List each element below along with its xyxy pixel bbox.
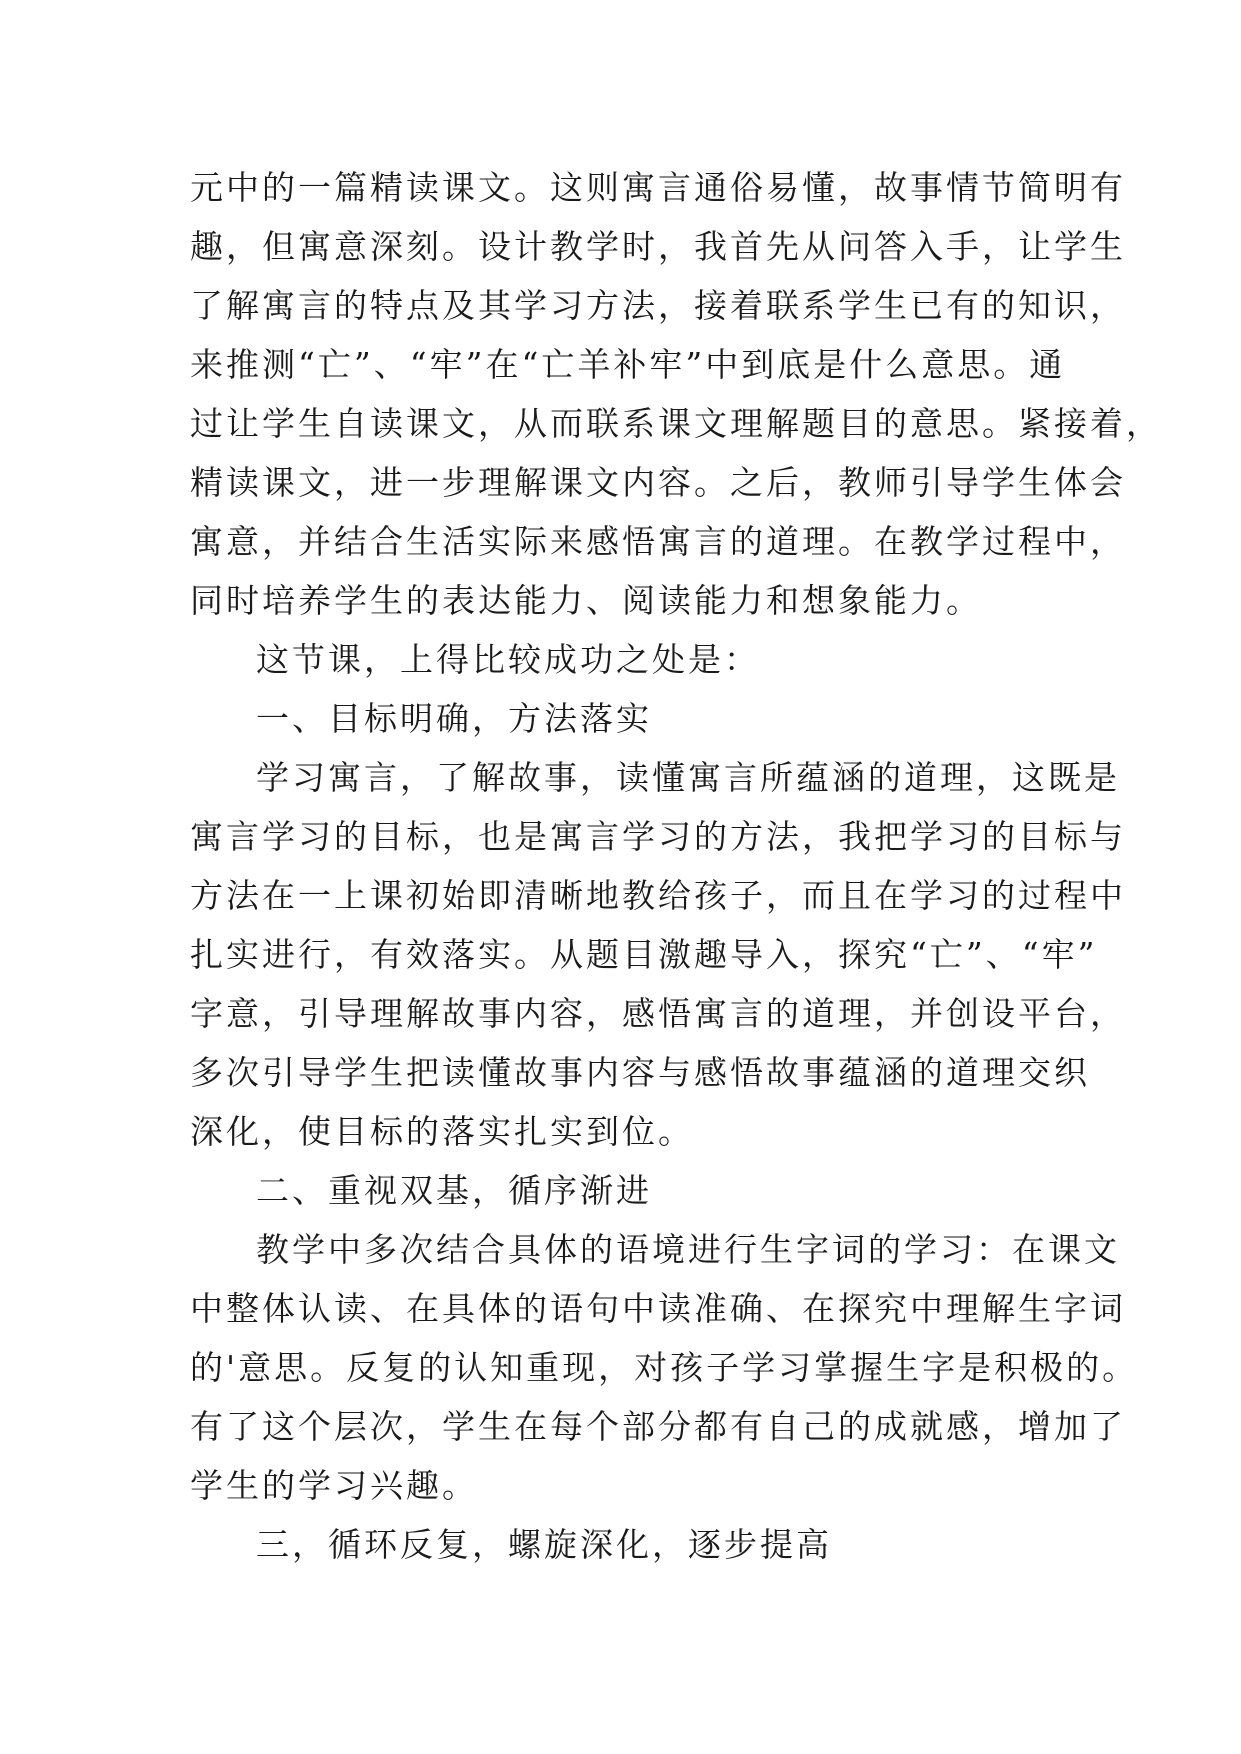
text-line: 过让学生自读课文，从而联系课文理解题目的意思。紧接着， [190,404,1162,443]
text-line: 教学中多次结合具体的语境进行生字词的学习：在课文 [256,1230,1120,1269]
text-line: 学生的学习兴趣。 [190,1466,478,1505]
text-line: 中整体认读、在具体的语句中读准确、在探究中理解生字词 [190,1289,1126,1328]
text-line: 学习寓言，了解故事，读懂寓言所蕴涵的道理，这既是 [256,758,1120,797]
text-line: 寓意，并结合生活实际来感悟寓言的道理。在教学过程中， [190,522,1126,561]
text-line: 了解寓言的特点及其学习方法，接着联系学生已有的知识， [190,286,1126,325]
text-line: 方法在一上课初始即清晰地教给孩子，而且在学习的过程中 [190,876,1126,915]
section-heading: 一、目标明确，方法落实 [256,699,652,738]
text-line: 来推测“亡”、“牢”在“亡羊补牢”中到底是什么意思。通 [190,345,1066,384]
text-line: 这节课，上得比较成功之处是： [256,640,760,679]
document-body [190,158,1162,1574]
text-line: 元中的一篇精读课文。这则寓言通俗易懂，故事情节简明有 [190,168,1126,207]
text-line: 寓言学习的目标，也是寓言学习的方法，我把学习的目标与 [190,817,1126,856]
text-line: 扎实进行，有效落实。从题目激趣导入，探究“亡”、“牢” [190,935,1098,974]
section-heading: 三，循环反复，螺旋深化，逐步提高 [256,1525,832,1564]
text-line: 深化，使目标的落实扎实到位。 [190,1112,694,1151]
text-line: 字意，引导理解故事内容，感悟寓言的道理，并创设平台， [190,994,1126,1033]
text-line: 精读课文，进一步理解课文内容。之后，教师引导学生体会 [190,463,1126,502]
text-line: 多次引导学生把读懂故事内容与感悟故事蕴涵的道理交织 [190,1053,1090,1092]
section-heading: 二、重视双基，循序渐进 [256,1171,652,1210]
text-line: 的'意思。反复的认知重现，对孩子学习掌握生字是积极的。 [190,1348,1139,1387]
text-line: 趣，但寓意深刻。设计教学时，我首先从问答入手，让学生 [190,227,1126,266]
text-line: 同时培养学生的表达能力、阅读能力和想象能力。 [190,581,982,620]
text-line: 有了这个层次，学生在每个部分都有自己的成就感，增加了 [190,1407,1126,1446]
